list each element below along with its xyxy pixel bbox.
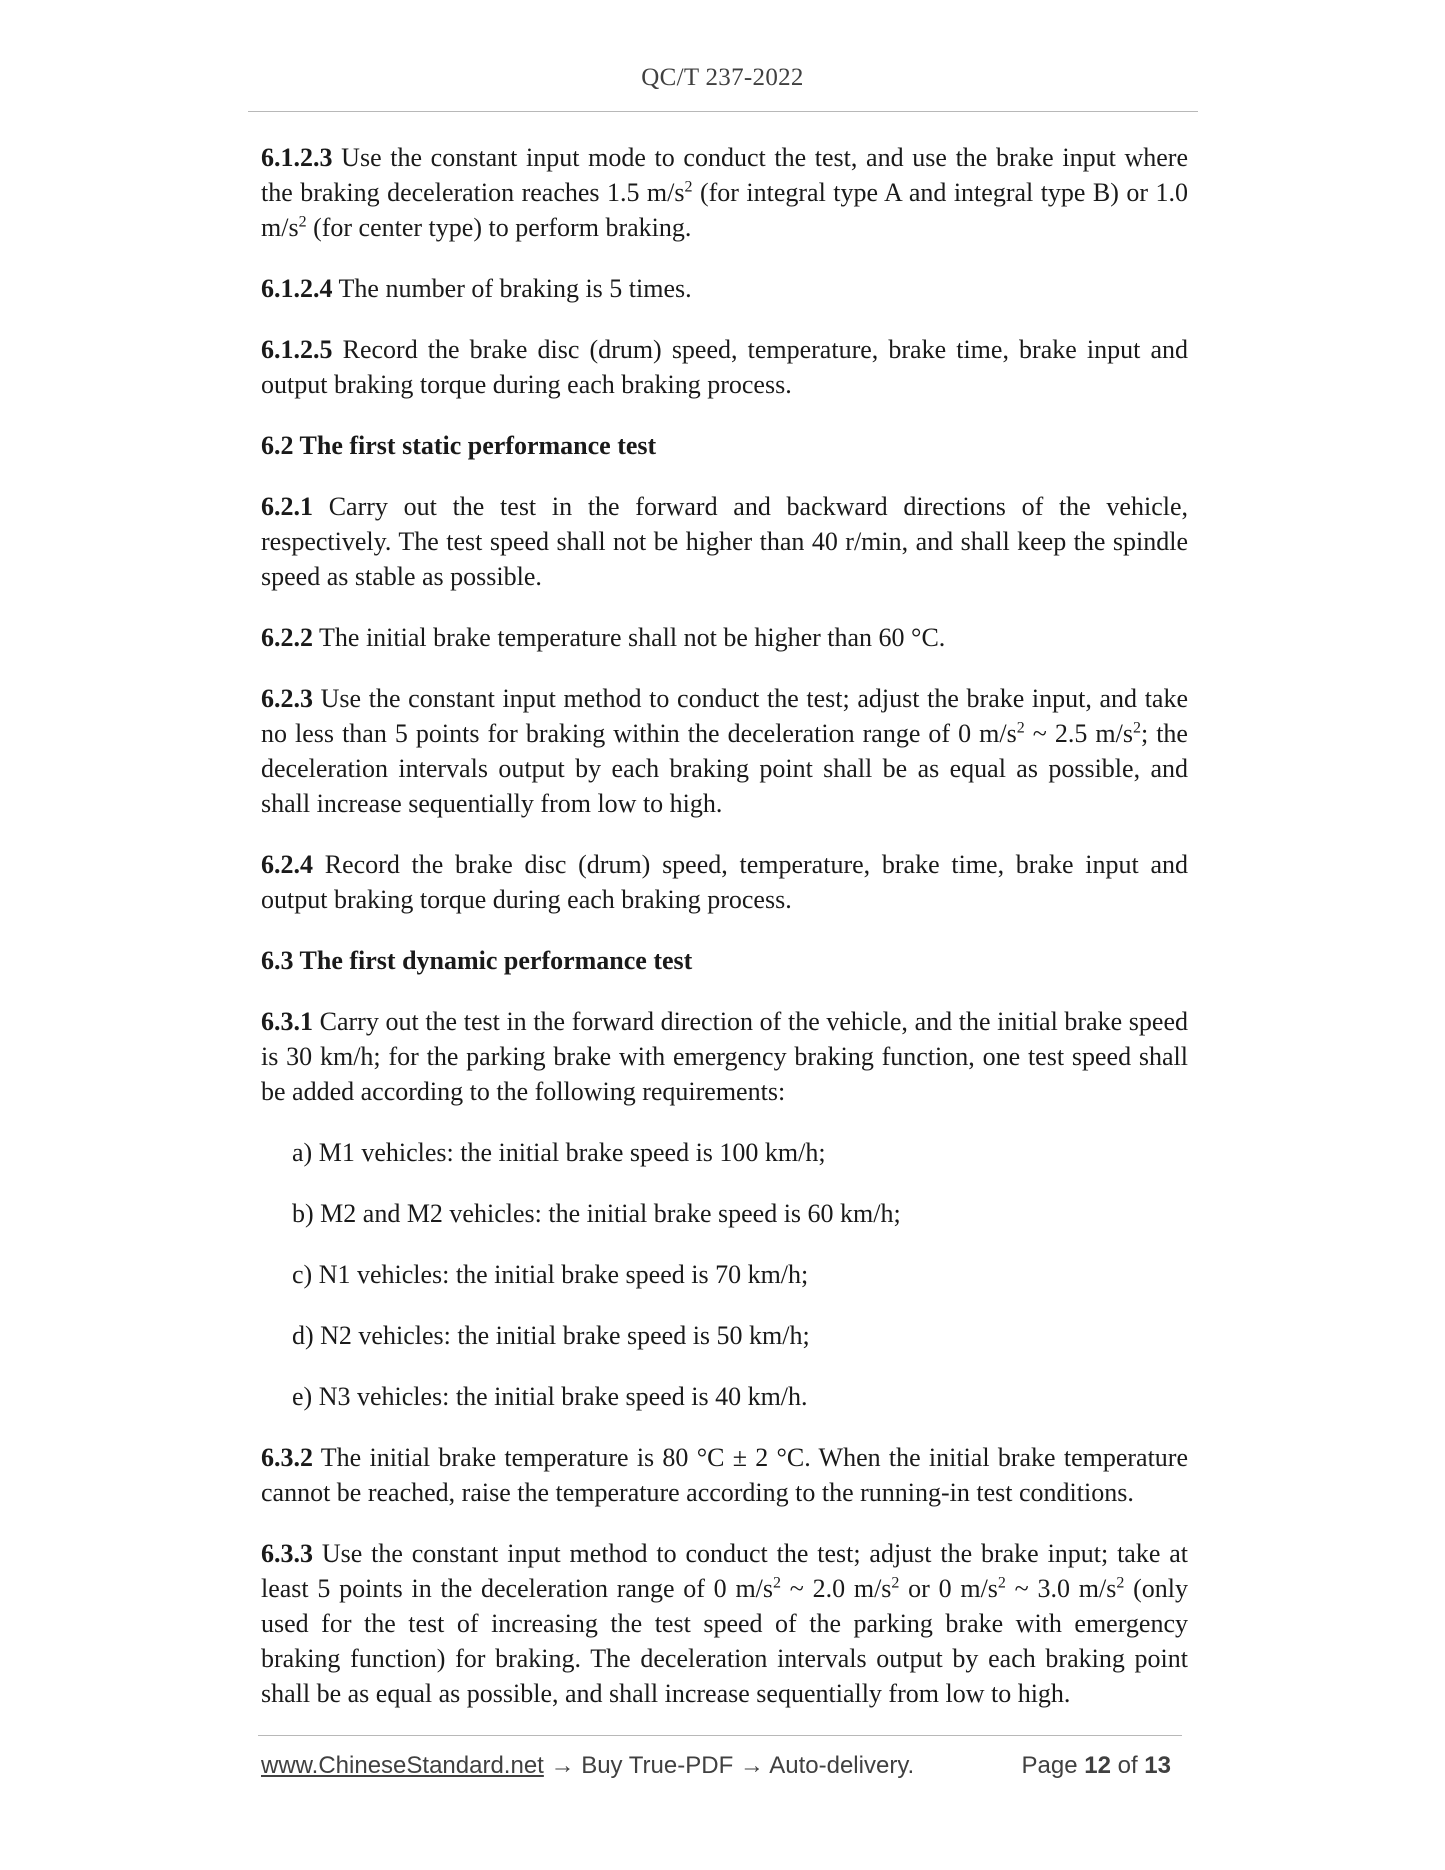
list-item: e) N3 vehicles: the initial brake speed is 40 km/h. [292, 1382, 808, 1411]
clause-6-3-2 [261, 1440, 1188, 1510]
clause-6-2-4 [261, 847, 1188, 917]
clause-6-3-3: 6.3.3 Use the constant input method to conduct the test; adjust the brake input; take at least 5 points in the deceleration range of 0 $m/s^2$ ~ 2.0 $m/s^2$ or 0 $m/s^2$ ~ 3.0 $m/s^2$ (only used for the test of increasing the test speed of the parking brake with emergency braking function) for braking. The deceleration intervals output by each braking point shall be as equal as possible, and shall increase sequentially from low to high. [261, 1539, 1189, 1708]
clause-number: 6.3.2 [261, 1443, 313, 1472]
footer-divider [258, 1735, 1182, 1736]
clause-text: Carry out the test in the forward and backward directions of the vehicle, respectively. The test speed shall not be higher than 40 r/min, and shall keep the spindle speed as stable as possible. [261, 492, 1188, 591]
clause-text: Carry out the test in the forward direction of the vehicle, and the initial brake speed is 30 km/h; for the parking brake with emergency braking function, one test speed shall be added according to the following requirements: [261, 1007, 1188, 1106]
delivery-text: Auto-delivery. [769, 1752, 915, 1779]
clause-number: 6.3.1 [261, 1007, 313, 1036]
clause-number: 6.1.2.5 [261, 335, 333, 364]
section-heading-6-3: 6.3 The first dynamic performance test [261, 946, 693, 975]
clause-number: 6.2.4 [261, 850, 313, 879]
section-heading-6-2: 6.2 The first static performance test [261, 431, 657, 460]
clause-text: The initial brake temperature shall not be higher than 60 °C. [319, 623, 946, 652]
clause-6-3-1 [261, 1004, 1188, 1109]
arrow-right-icon: → [739, 1752, 764, 1779]
clause-6-2-2 [261, 620, 1188, 655]
clause-6-2-1 [261, 489, 1188, 594]
header-divider [248, 111, 1198, 112]
clause-text: Record the brake disc (drum) speed, temperature, brake time, brake input and output braking torque during each braking process. [261, 850, 1188, 914]
list-item: b) M2 and M2 vehicles: the initial brake speed is 60 km/h; [292, 1199, 901, 1228]
page-footer [261, 1752, 1181, 1780]
clause-number: 6.2.3 [261, 684, 313, 713]
list-item: c) N1 vehicles: the initial brake speed is 70 km/h; [292, 1260, 809, 1289]
clause-6-1-2-4 [261, 271, 1188, 306]
list-item: d) N2 vehicles: the initial brake speed is 50 km/h; [292, 1321, 810, 1350]
clause-6-1-2-3: 6.1.2.3 Use the constant input mode to conduct the test, and use the brake input where the braking deceleration reaches 1.5 $m/s^2$ (for integral type A and integral type B) or 1.0 $m/s^2$ (for center type) to perform braking. [261, 143, 1189, 242]
clause-number: 6.1.2.4 [261, 274, 333, 303]
current-page: 12 [1084, 1752, 1111, 1779]
clause-text: The initial brake temperature is 80 °C ± 2 °C. When the initial brake temperature cannot be reached, raise the temperature according to the running-in test conditions. [261, 1443, 1188, 1507]
clause-number: 6.1.2.3 [261, 143, 333, 172]
document-body [261, 140, 1188, 1737]
clause-text: The number of braking is 5 times. [338, 274, 692, 303]
clause-6-1-2-5 [261, 332, 1188, 402]
page-number: Page 12 of 13 [1021, 1752, 1171, 1779]
arrow-right-icon: → [550, 1752, 575, 1779]
list-item: a) M1 vehicles: the initial brake speed is 100 km/h; [292, 1138, 826, 1167]
clause-number: 6.3.3 [261, 1539, 313, 1568]
clause-6-2-3: 6.2.3 Use the constant input method to conduct the test; adjust the brake input, and take no less than 5 points for braking within the deceleration range of 0 $m/s^2$ ~ 2.5 $m/s^2$; the deceleration intervals output by each braking point shall be as equal as possible, and shall increase sequentially from low to high. [261, 684, 1189, 818]
clause-number: 6.2.1 [261, 492, 313, 521]
footer-promo [261, 1752, 914, 1780]
clause-number: 6.2.2 [261, 623, 313, 652]
website-link[interactable]: www.ChineseStandard.net [261, 1752, 544, 1779]
clause-text: Record the brake disc (drum) speed, temperature, brake time, brake input and output braking torque during each braking process. [261, 335, 1188, 399]
total-pages: 13 [1144, 1752, 1171, 1779]
page-header: QC/T 237-2022 [641, 64, 804, 91]
buy-pdf-text: Buy True-PDF [581, 1752, 734, 1779]
